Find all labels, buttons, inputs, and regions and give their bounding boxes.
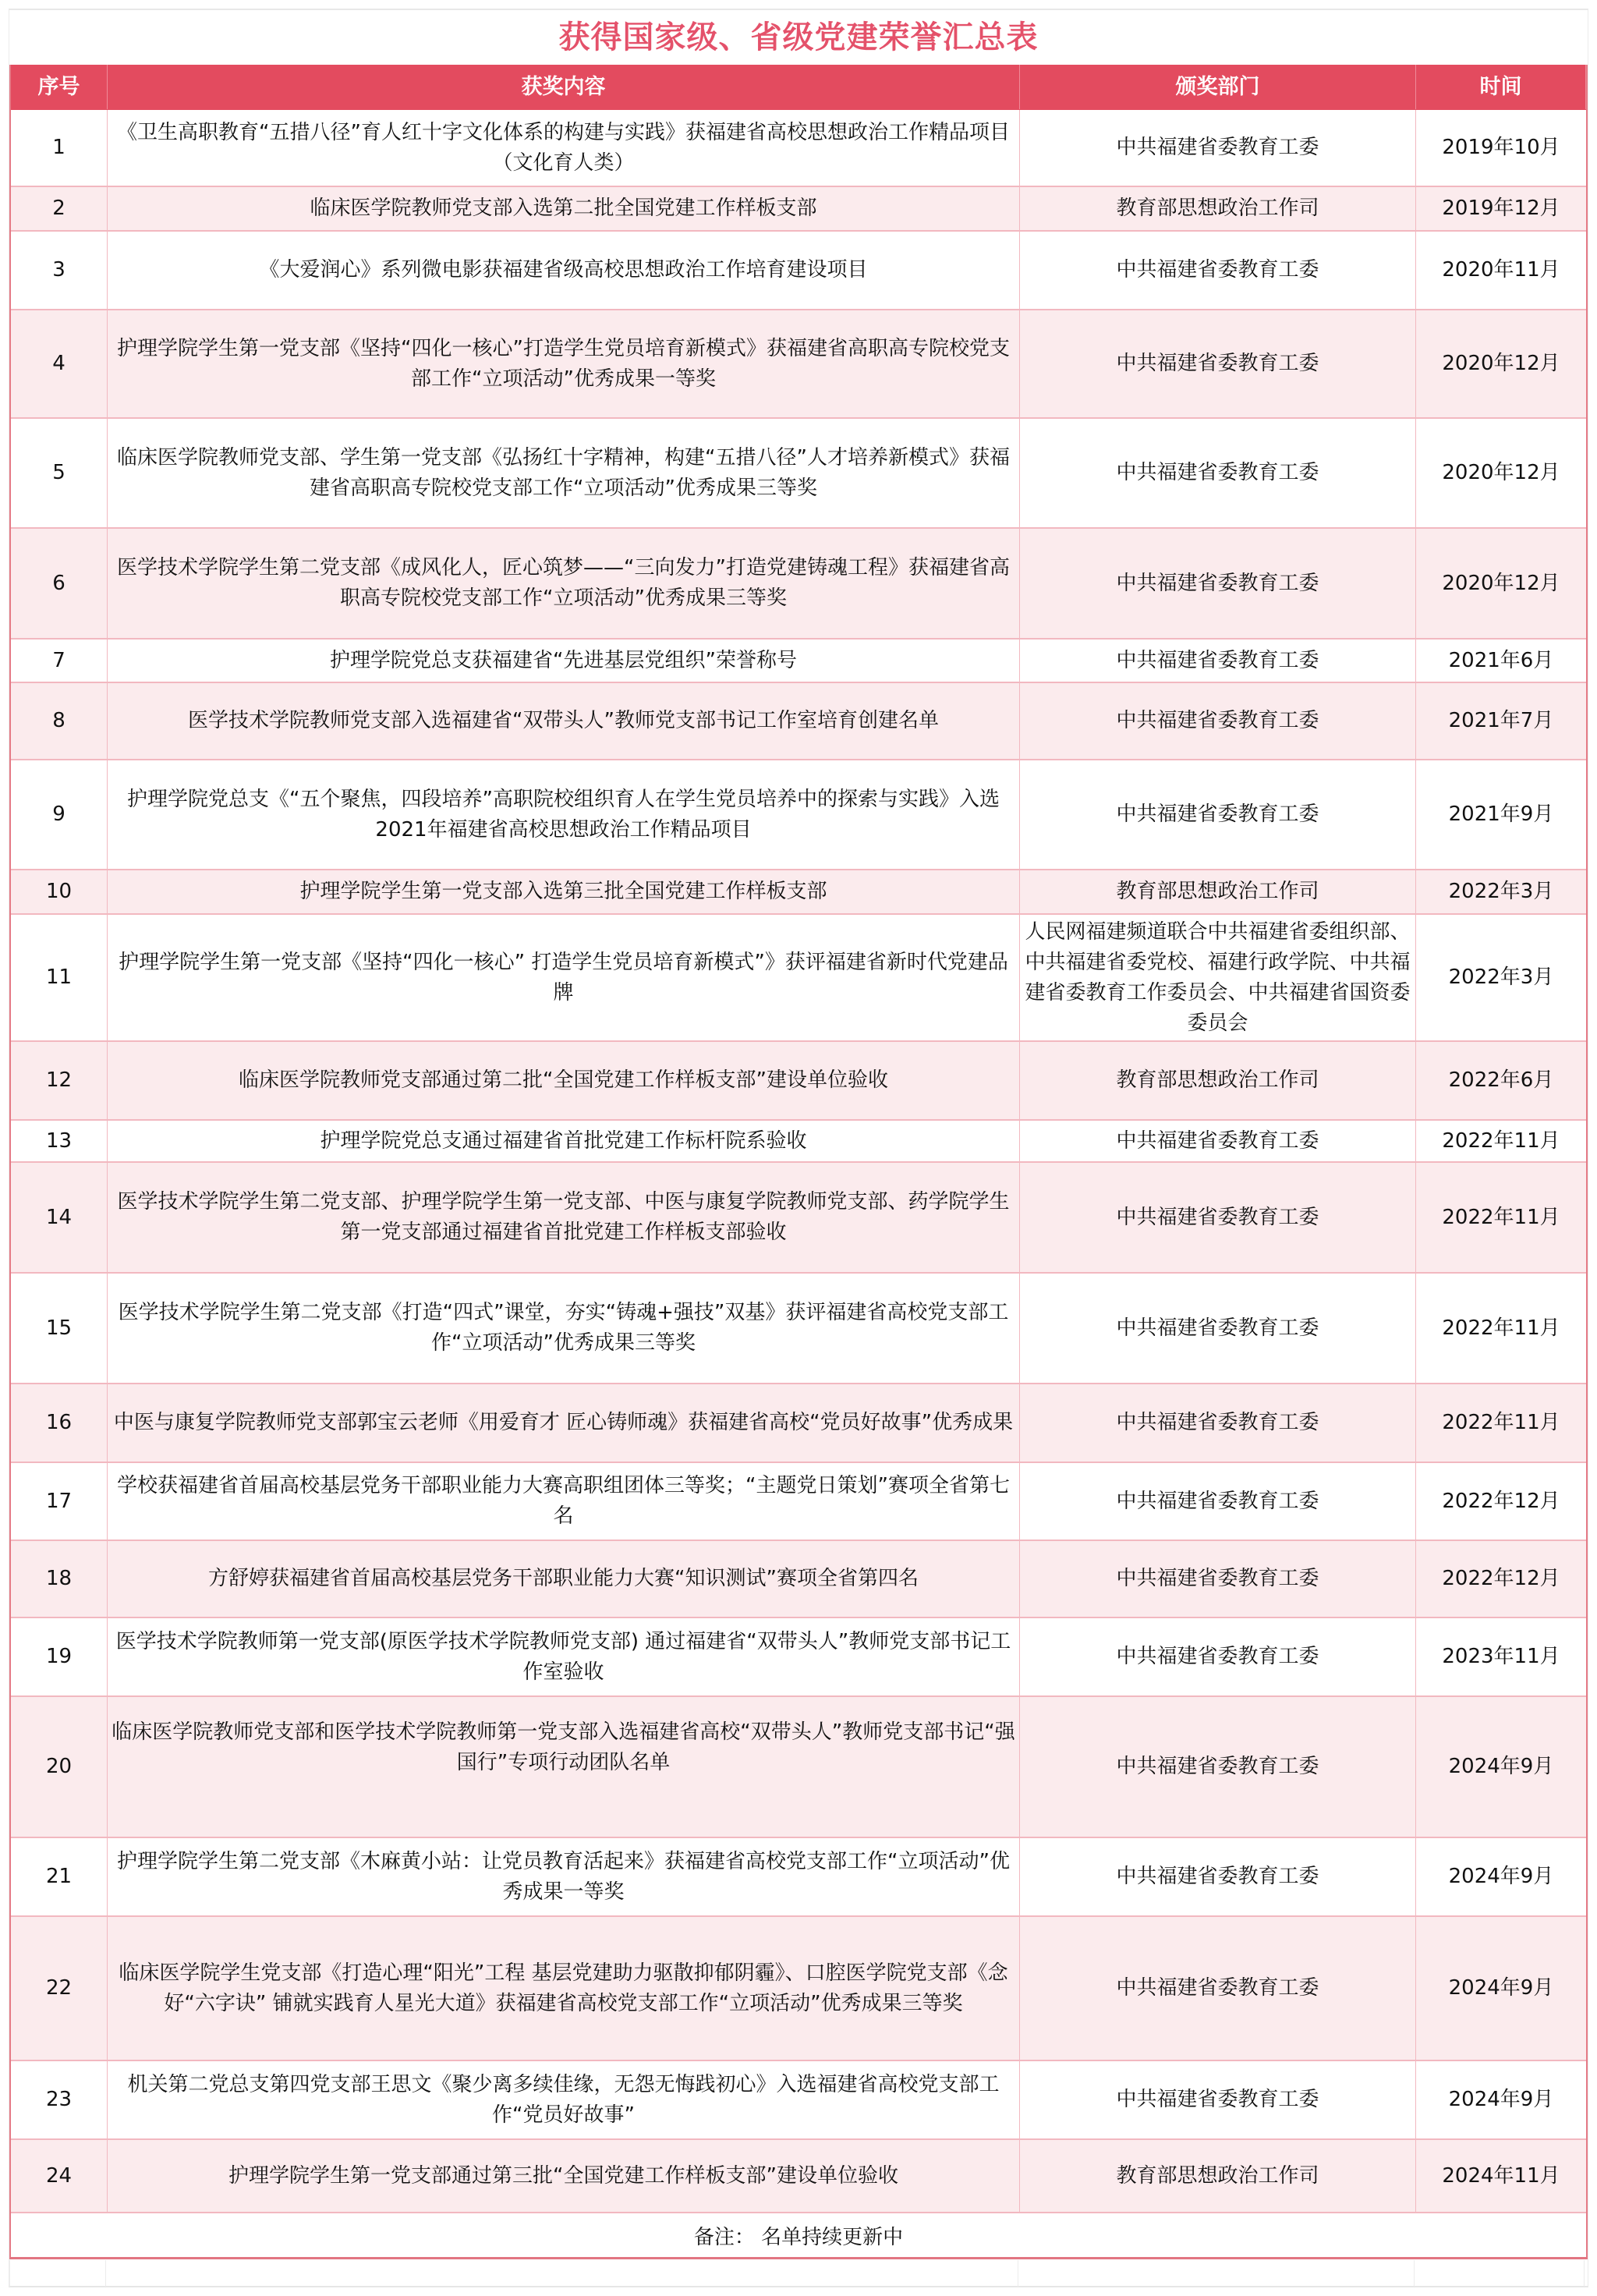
awarding-dept: 人民网福建频道联合中共福建省委组织部、中共福建省委党校、福建行政学院、中共福建省委教育工作委员会、中共福建省国资委委员会 bbox=[1020, 915, 1416, 1040]
row-number: 10 bbox=[11, 870, 108, 913]
award-time: 2022年11月 bbox=[1442, 1411, 1560, 1434]
awarding-dept: 教育部思想政治工作司 bbox=[1020, 2140, 1416, 2212]
award-content: 护理学院党总支通过福建省首批党建工作标杆院系验收 bbox=[108, 1121, 1020, 1161]
awarding-dept: 中共福建省委教育工委 bbox=[1020, 1274, 1416, 1383]
award-time: 2019年10月 bbox=[1442, 136, 1560, 159]
row-number: 1 bbox=[11, 110, 108, 186]
awarding-dept: 中共福建省委教育工委 bbox=[1020, 232, 1416, 309]
award-time: 2021年6月 bbox=[1448, 648, 1554, 672]
award-time: 2024年9月 bbox=[1448, 2088, 1554, 2111]
award-time: 2020年12月 bbox=[1442, 461, 1560, 484]
awarding-dept: 中共福建省委教育工委 bbox=[1020, 1618, 1416, 1695]
table-row bbox=[11, 1163, 1586, 1274]
awarding-dept: 教育部思想政治工作司 bbox=[1020, 870, 1416, 913]
awarding-dept: 中共福建省委教育工委 bbox=[1020, 1463, 1416, 1540]
table-row bbox=[11, 640, 1586, 683]
award-content: 临床医学院教师党支部、学生第一党支部《弘扬红十字精神，构建“五措八径”人才培养新模式》获福建省高职高专院校党支部工作“立项活动”优秀成果三等奖 bbox=[108, 419, 1020, 527]
table-row bbox=[11, 310, 1586, 419]
row-number: 8 bbox=[11, 683, 108, 759]
award-time: 2022年3月 bbox=[1448, 966, 1554, 989]
awarding-dept: 中共福建省委教育工委 bbox=[1020, 1838, 1416, 1915]
row-number: 21 bbox=[11, 1838, 108, 1915]
blank-row bbox=[9, 2260, 1588, 2287]
header-no: 序号 bbox=[11, 65, 108, 109]
table-row bbox=[11, 1697, 1586, 1838]
award-time: 2024年9月 bbox=[1448, 1865, 1554, 1888]
award-time: 2020年11月 bbox=[1442, 258, 1560, 282]
award-content: 机关第二党总支第四党支部王思文《聚少离多续佳缘，无怨无悔践初心》入选福建省高校党支部工作“党员好故事” bbox=[108, 2061, 1020, 2138]
awarding-dept: 中共福建省委教育工委 bbox=[1020, 529, 1416, 638]
awarding-dept: 中共福建省委教育工委 bbox=[1020, 1917, 1416, 2060]
honors-table bbox=[9, 65, 1588, 2259]
table-row bbox=[11, 232, 1586, 310]
blank-cell bbox=[106, 2260, 1018, 2287]
award-content: 医学技术学院教师党支部入选福建省“双带头人”教师党支部书记工作室培育创建名单 bbox=[108, 683, 1020, 759]
row-number: 4 bbox=[11, 310, 108, 417]
award-content: 护理学院学生第二党支部《木麻黄小站：让党员教育活起来》获福建省高校党支部工作“立项活动”优秀成果一等奖 bbox=[108, 1838, 1020, 1915]
award-content: 护理学院党总支获福建省“先进基层党组织”荣誉称号 bbox=[108, 640, 1020, 682]
header-time: 时间 bbox=[1416, 65, 1586, 109]
row-number: 24 bbox=[11, 2140, 108, 2212]
header-content: 获奖内容 bbox=[108, 65, 1020, 109]
awarding-dept: 中共福建省委教育工委 bbox=[1020, 2061, 1416, 2138]
awarding-dept: 中共福建省委教育工委 bbox=[1020, 760, 1416, 869]
page-title: 获得国家级、省级党建荣誉汇总表 bbox=[558, 19, 1039, 55]
table-row bbox=[11, 1121, 1586, 1163]
award-time: 2022年11月 bbox=[1442, 1316, 1560, 1340]
table-row bbox=[11, 110, 1586, 187]
awarding-dept: 中共福建省委教育工委 bbox=[1020, 1541, 1416, 1617]
table-row bbox=[11, 1463, 1586, 1541]
award-content: 临床医学院学生党支部《打造心理“阳光”工程 基层党建助力驱散抑郁阴霾》、口腔医学院党支部《念好“六字诀” 铺就实践育人星光大道》获福建省高校党支部工作“立项活动”优秀成果三等奖 bbox=[108, 1917, 1020, 2060]
table-note: 备注： 名单持续更新中 bbox=[11, 2213, 1586, 2257]
award-time: 2022年11月 bbox=[1442, 1205, 1560, 1229]
blank-cell bbox=[9, 2260, 106, 2287]
award-time: 2024年9月 bbox=[1448, 1755, 1554, 1778]
row-number: 13 bbox=[11, 1121, 108, 1161]
row-number: 16 bbox=[11, 1384, 108, 1462]
row-number: 18 bbox=[11, 1541, 108, 1617]
awarding-dept: 中共福建省委教育工委 bbox=[1020, 1121, 1416, 1161]
table-row bbox=[11, 870, 1586, 915]
award-time: 2019年12月 bbox=[1442, 197, 1560, 220]
awarding-dept: 中共福建省委教育工委 bbox=[1020, 683, 1416, 759]
table-row bbox=[11, 1042, 1586, 1121]
award-time: 2022年11月 bbox=[1442, 1129, 1560, 1153]
awarding-dept: 中共福建省委教育工委 bbox=[1020, 310, 1416, 417]
award-time: 2020年12月 bbox=[1442, 352, 1560, 375]
award-time: 2020年12月 bbox=[1442, 571, 1560, 595]
row-number: 9 bbox=[11, 760, 108, 869]
row-number: 23 bbox=[11, 2061, 108, 2138]
table-row bbox=[11, 187, 1586, 232]
award-content: 中医与康复学院教师党支部郭宝云老师《用爱育才 匠心铸师魂》获福建省高校“党员好故事”优秀成果 bbox=[108, 1384, 1020, 1462]
row-number: 22 bbox=[11, 1917, 108, 2060]
awarding-dept: 中共福建省委教育工委 bbox=[1020, 1384, 1416, 1462]
awarding-dept: 中共福建省委教育工委 bbox=[1020, 640, 1416, 682]
header-dept: 颁奖部门 bbox=[1020, 65, 1416, 109]
award-content: 医学技术学院学生第二党支部《成风化人，匠心筑梦——“三向发力”打造党建铸魂工程》获福建省高职高专院校党支部工作“立项活动”优秀成果三等奖 bbox=[108, 529, 1020, 638]
awarding-dept: 中共福建省委教育工委 bbox=[1020, 1697, 1416, 1837]
award-content: 护理学院党总支《“五个聚焦，四段培养”高职院校组织育人在学生党员培养中的探索与实践》入选2021年福建省高校思想政治工作精品项目 bbox=[108, 760, 1020, 869]
awarding-dept: 教育部思想政治工作司 bbox=[1020, 1042, 1416, 1119]
table-row bbox=[11, 2140, 1586, 2213]
row-number: 3 bbox=[11, 232, 108, 309]
row-number: 11 bbox=[11, 915, 108, 1040]
table-row bbox=[11, 683, 1586, 760]
award-content: 护理学院学生第一党支部《坚持“四化一核心”打造学生党员培育新模式》获福建省高职高专院校党支部工作“立项活动”优秀成果一等奖 bbox=[108, 310, 1020, 417]
row-number: 17 bbox=[11, 1463, 108, 1540]
table-header bbox=[11, 65, 1586, 110]
table-row bbox=[11, 1384, 1586, 1463]
award-content: 临床医学院教师党支部入选第二批全国党建工作样板支部 bbox=[108, 187, 1020, 230]
row-number: 20 bbox=[11, 1697, 108, 1837]
award-time: 2022年3月 bbox=[1448, 880, 1554, 903]
award-content: 临床医学院教师党支部通过第二批“全国党建工作样板支部”建设单位验收 bbox=[108, 1042, 1020, 1119]
row-number: 19 bbox=[11, 1618, 108, 1695]
table-row bbox=[11, 1541, 1586, 1618]
table-row bbox=[11, 1274, 1586, 1384]
awarding-dept: 中共福建省委教育工委 bbox=[1020, 419, 1416, 527]
awarding-dept: 中共福建省委教育工委 bbox=[1020, 110, 1416, 186]
row-number: 2 bbox=[11, 187, 108, 230]
award-time: 2022年6月 bbox=[1448, 1068, 1554, 1092]
award-content: 方舒婷获福建省首届高校基层党务干部职业能力大赛“知识测试”赛项全省第四名 bbox=[108, 1541, 1020, 1617]
row-number: 12 bbox=[11, 1042, 108, 1119]
award-content: 护理学院学生第一党支部通过第三批“全国党建工作样板支部”建设单位验收 bbox=[108, 2140, 1020, 2212]
table-row bbox=[11, 529, 1586, 640]
table-row bbox=[11, 2061, 1586, 2140]
table-row bbox=[11, 760, 1586, 870]
blank-cell bbox=[1018, 2260, 1415, 2287]
blank-cell bbox=[1415, 2260, 1585, 2287]
award-content: 学校获福建省首届高校基层党务干部职业能力大赛高职组团体三等奖；“主题党日策划”赛项全省第七名 bbox=[108, 1463, 1020, 1540]
award-time: 2021年7月 bbox=[1448, 709, 1554, 732]
award-content: 《大爱润心》系列微电影获福建省级高校思想政治工作培育建设项目 bbox=[108, 232, 1020, 309]
awarding-dept: 教育部思想政治工作司 bbox=[1020, 187, 1416, 230]
award-time: 2024年9月 bbox=[1448, 1976, 1554, 2000]
row-number: 14 bbox=[11, 1163, 108, 1272]
awarding-dept: 中共福建省委教育工委 bbox=[1020, 1163, 1416, 1272]
award-content: 护理学院学生第一党支部《坚持“四化一核心” 打造学生党员培育新模式”》获评福建省新时代党建品牌 bbox=[108, 915, 1020, 1040]
table-row bbox=[11, 1917, 1586, 2061]
row-number: 6 bbox=[11, 529, 108, 638]
award-content: 临床医学院教师党支部和医学技术学院教师第一党支部入选福建省高校“双带头人”教师党支部书记“强国行”专项行动团队名单 bbox=[108, 1697, 1020, 1837]
award-content: 《卫生高职教育“五措八径”育人红十字文化体系的构建与实践》获福建省高校思想政治工作精品项目（文化育人类） bbox=[108, 110, 1020, 186]
award-content: 医学技术学院学生第二党支部《打造“四式”课堂，夯实“铸魂+强技”双基》获评福建省高校党支部工作“立项活动”优秀成果三等奖 bbox=[108, 1274, 1020, 1383]
award-content: 护理学院学生第一党支部入选第三批全国党建工作样板支部 bbox=[108, 870, 1020, 913]
award-time: 2021年9月 bbox=[1448, 803, 1554, 826]
award-time: 2024年11月 bbox=[1442, 2163, 1560, 2188]
row-number: 7 bbox=[11, 640, 108, 682]
row-number: 15 bbox=[11, 1274, 108, 1383]
award-content: 医学技术学院教师第一党支部(原医学技术学院教师党支部) 通过福建省“双带头人”教师党支部书记工作室验收 bbox=[108, 1618, 1020, 1695]
award-content: 医学技术学院学生第二党支部、护理学院学生第一党支部、中医与康复学院教师党支部、药学院学生第一党支部通过福建省首批党建工作样板支部验收 bbox=[108, 1163, 1020, 1272]
row-number: 5 bbox=[11, 419, 108, 527]
award-time: 2022年12月 bbox=[1442, 1489, 1560, 1513]
award-time: 2022年12月 bbox=[1442, 1567, 1560, 1590]
table-row bbox=[11, 915, 1586, 1042]
table-row bbox=[11, 1618, 1586, 1697]
award-time: 2023年11月 bbox=[1442, 1645, 1560, 1668]
table-row bbox=[11, 419, 1586, 529]
table-row bbox=[11, 1838, 1586, 1917]
